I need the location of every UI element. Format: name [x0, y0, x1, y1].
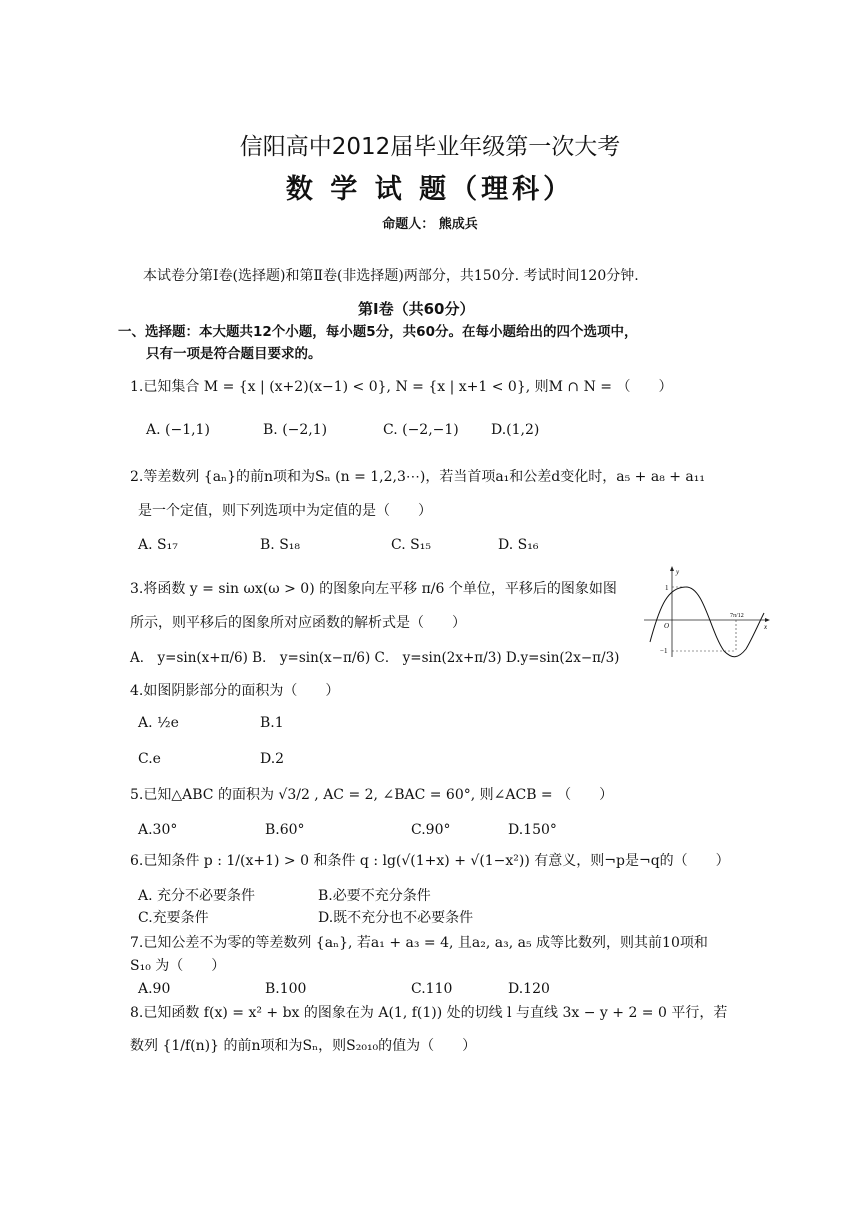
sine-graph-figure [640, 565, 772, 660]
question-8-stem: 8.已知函数 f(x) = x² + bx 的图象在为 A(1, f(1)) 处的切线 l 与直线 3x − y + 2 = 0 平行，若 [130, 1005, 728, 1021]
question-2-option-b: B. S₁₈ [260, 537, 301, 553]
question-5-option-d: D.150° [508, 822, 557, 838]
question-6-option-c: C.充要条件 [138, 910, 209, 926]
tick-label-seven-pi-twelve: 7π/12 [730, 613, 744, 619]
x-axis-arrow [765, 618, 770, 622]
question-3-stem: 3.将函数 y = sin ωx(ω > 0) 的图象向左平移 π/6 个单位，平移后的图象如图 [130, 581, 617, 597]
tick-label-neg-one: −1 [660, 647, 668, 655]
x-axis-label: x [764, 623, 768, 631]
question-7-option-d: D.120 [508, 981, 550, 997]
question-7-stem-continued: S₁₀ 为（ ） [130, 958, 226, 974]
question-1-option-d: D.(1,2) [491, 422, 540, 438]
school-exam-title: 信阳高中2012届毕业年级第一次大考 [239, 134, 621, 160]
question-4-option-d: D.2 [260, 751, 285, 767]
question-4-option-a: A. ½e [138, 715, 179, 731]
question-4-option-b: B.1 [260, 715, 284, 731]
part-one-instructions-line2: 只有一项是符合题目要求的。 [146, 346, 322, 362]
question-5-option-c: C.90° [411, 822, 451, 838]
question-2-stem: 2.等差数列 {aₙ}的前n项和为Sₙ (n = 1,2,3⋯)，若当首项a₁和公差d变化时，a₅ + a₈ + a₁₁ [130, 469, 706, 485]
paper-title: 数 学 试 题（理科） [285, 174, 575, 205]
y-axis-arrow [670, 566, 674, 571]
origin-label: O [664, 622, 670, 630]
question-5-stem: 5.已知△ABC 的面积为 √3/2 , AC = 2, ∠BAC = 60°, 则∠ACB = （ ） [130, 787, 614, 803]
intro-text: 本试卷分第Ⅰ卷(选择题)和第Ⅱ卷(非选择题)两部分，共150分. 考试时间120分钟. [143, 268, 639, 284]
question-6-option-d: D.既不充分也不必要条件 [318, 910, 474, 926]
question-2-stem-continued: 是一个定值，则下列选项中为定值的是（ ） [138, 503, 432, 519]
question-5-option-b: B.60° [265, 822, 305, 838]
question-3-stem-continued: 所示，则平移后的图象所对应函数的解析式是（ ） [130, 615, 466, 631]
question-7-option-c: C.110 [411, 981, 453, 997]
question-7-option-b: B.100 [265, 981, 307, 997]
question-2-option-c: C. S₁₅ [391, 537, 431, 553]
question-1-option-c: C. (−2,−1) [383, 422, 459, 438]
question-6-option-b: B.必要不充分条件 [318, 888, 431, 904]
question-4-stem: 4.如图阴影部分的面积为（ ） [130, 683, 340, 699]
question-8-stem-continued: 数列 {1/f(n)} 的前n项和为Sₙ，则S₂₀₁₀的值为（ ） [130, 1038, 477, 1054]
part-one-instructions-line1: 一、选择题：本大题共12个小题，每小题5分，共60分。在每小题给出的四个选项中， [118, 324, 638, 340]
author-line: 命题人： 熊成兵 [382, 217, 478, 232]
section-heading: 第Ⅰ卷（共60分） [358, 300, 475, 318]
question-1-option-a: A. (−1,1) [146, 422, 210, 438]
question-2-option-d: D. S₁₆ [498, 537, 539, 553]
question-1-option-b: B. (−2,1) [263, 422, 328, 438]
question-2-option-a: A. S₁₇ [138, 537, 178, 553]
question-7-option-a: A.90 [138, 981, 171, 997]
question-4-option-c: C.e [138, 751, 161, 767]
tick-label-one: 1 [665, 584, 669, 592]
question-3-options: A． y=sin(x+π/6) B． y=sin(x−π/6) C． y=sin(2x+π/3) D.y=sin(2x−π/3) [130, 650, 620, 666]
question-1-stem: 1.已知集合 M = {x | (x+2)(x−1) < 0}, N = {x | x+1 < 0}, 则M ∩ N = （ ） [130, 379, 673, 395]
question-6-stem: 6.已知条件 p : 1/(x+1) > 0 和条件 q : lg(√(1+x) + √(1−x²)) 有意义，则¬p是¬q的（ ） [130, 853, 730, 869]
y-axis-label: y [676, 568, 680, 576]
question-7-stem: 7.已知公差不为零的等差数列 {aₙ}, 若a₁ + a₃ = 4, 且a₂, a₃, a₅ 成等比数列，则其前10项和 [130, 935, 708, 951]
question-5-option-a: A.30° [138, 822, 178, 838]
question-6-option-a: A. 充分不必要条件 [138, 888, 256, 904]
